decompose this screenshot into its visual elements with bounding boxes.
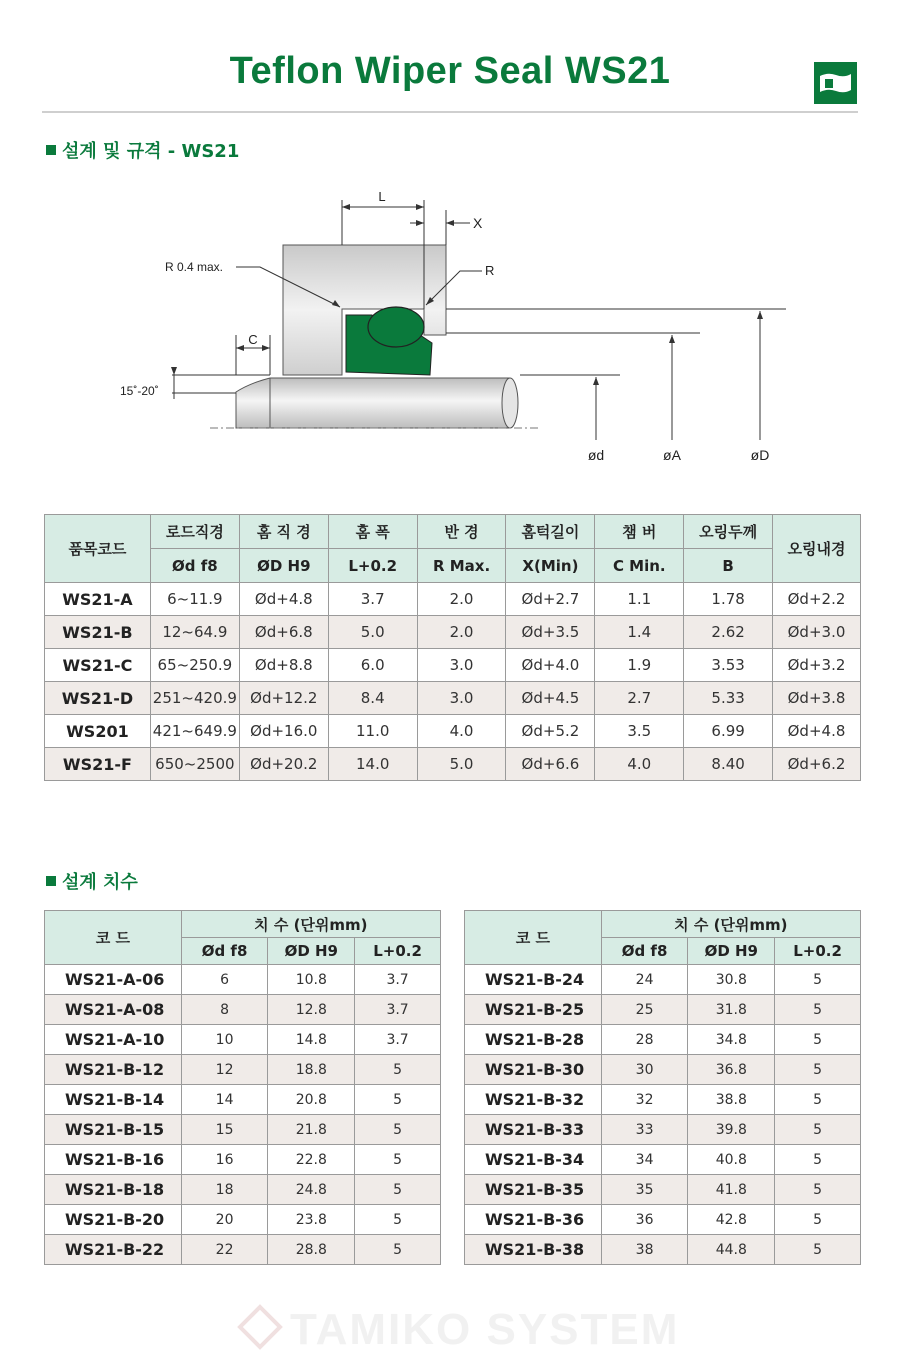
dim-left-value-cell: 3.7	[355, 1025, 441, 1055]
dim-left-row	[45, 995, 441, 1025]
dim-right-code-cell: WS21-B-34	[465, 1145, 602, 1175]
spec-sub-header: C Min.	[595, 549, 684, 583]
o-ring-shape	[368, 307, 424, 347]
spec-table	[44, 514, 861, 781]
dim-left-value-cell: 22.8	[268, 1145, 355, 1175]
dim-right-value-cell: 39.8	[688, 1115, 775, 1145]
spec-table-value-cell: 12~64.9	[150, 616, 239, 649]
spec-table-value-cell: 2.0	[417, 583, 506, 616]
dim-sub-header: ØD H9	[688, 938, 775, 965]
dim-right-value-cell: 5	[775, 1115, 861, 1145]
dim-right-code-cell: WS21-B-32	[465, 1085, 602, 1115]
spec-section-title: 설계 및 규격 - WS21	[46, 137, 239, 163]
spec-table-code-cell: WS21-B	[45, 616, 151, 649]
dim-label-X: X	[473, 215, 483, 231]
spec-table-value-cell: 4.0	[417, 715, 506, 748]
spec-table-value-cell: 65~250.9	[150, 649, 239, 682]
spec-table-value-cell: 14.0	[328, 748, 417, 781]
spec-sub-header: R Max.	[417, 549, 506, 583]
dim-right-value-cell: 36	[601, 1205, 688, 1235]
dim-right-row	[465, 1085, 861, 1115]
spec-table-code-cell: WS21-C	[45, 649, 151, 682]
dim-left-value-cell: 21.8	[268, 1115, 355, 1145]
dim-left-value-cell: 20.8	[268, 1085, 355, 1115]
dim-sub-header: L+0.2	[775, 938, 861, 965]
dim-left-row	[45, 1235, 441, 1265]
dim-right-value-cell: 25	[601, 995, 688, 1025]
spec-header-chamfer: 챔 버	[595, 515, 684, 549]
spec-table-value-cell: 1.4	[595, 616, 684, 649]
dim-left-value-cell: 15	[181, 1115, 268, 1145]
spec-table-value-cell: Ød+20.2	[239, 748, 328, 781]
spec-table-value-cell: Ød+4.0	[506, 649, 595, 682]
dim-left-value-cell: 3.7	[355, 965, 441, 995]
dim-sub-header: L+0.2	[355, 938, 441, 965]
spec-table-value-cell: 6.99	[684, 715, 773, 748]
spec-table-row	[45, 616, 861, 649]
dim-right-value-cell: 5	[775, 1025, 861, 1055]
dim-left-value-cell: 16	[181, 1145, 268, 1175]
dim-right-value-cell: 5	[775, 1055, 861, 1085]
dim-right-value-cell: 30	[601, 1055, 688, 1085]
dim-header-code: 코 드	[465, 911, 602, 965]
dim-left-value-cell: 5	[355, 1175, 441, 1205]
dim-left-value-cell: 23.8	[268, 1205, 355, 1235]
spec-table-row	[45, 715, 861, 748]
dim-right-value-cell: 32	[601, 1085, 688, 1115]
spec-table-row	[45, 748, 861, 781]
dim-right-value-cell: 34.8	[688, 1025, 775, 1055]
dim-right-code-cell: WS21-B-35	[465, 1175, 602, 1205]
dim-right-value-cell: 35	[601, 1175, 688, 1205]
dim-right-row	[465, 1235, 861, 1265]
dim-right-value-cell: 36.8	[688, 1055, 775, 1085]
spec-table-value-cell: Ød+2.2	[773, 583, 861, 616]
dim-right-value-cell: 24	[601, 965, 688, 995]
dim-left-value-cell: 14	[181, 1085, 268, 1115]
dim-left-value-cell: 18	[181, 1175, 268, 1205]
spec-table-value-cell: 8.40	[684, 748, 773, 781]
dim-left-value-cell: 22	[181, 1235, 268, 1265]
dim-label-d: ød	[587, 447, 605, 463]
dim-right-row	[465, 1055, 861, 1085]
dim-header-group: 치 수 (단위mm)	[601, 911, 860, 938]
dim-left-row	[45, 1055, 441, 1085]
spec-table-code-cell: WS201	[45, 715, 151, 748]
spec-header-code: 품목코드	[45, 515, 151, 583]
dim-left-code-cell: WS21-A-10	[45, 1025, 182, 1055]
spec-table-value-cell: Ød+3.0	[773, 616, 861, 649]
spec-sub-header: L+0.2	[328, 549, 417, 583]
dim-label-C: C	[248, 332, 258, 347]
spec-table-value-cell: 3.7	[328, 583, 417, 616]
spec-table-value-cell: Ød+6.6	[506, 748, 595, 781]
spec-header-groove-dia: 홈 직 경	[239, 515, 328, 549]
spec-header-step: 홈턱길이	[506, 515, 595, 549]
dim-left-value-cell: 10.8	[268, 965, 355, 995]
spec-sub-header: ØD H9	[239, 549, 328, 583]
spec-table-value-cell: Ød+8.8	[239, 649, 328, 682]
spec-table-code-cell: WS21-A	[45, 583, 151, 616]
brand-logo-icon	[814, 62, 857, 104]
dim-right-row	[465, 1205, 861, 1235]
dim-right-value-cell: 44.8	[688, 1235, 775, 1265]
spec-table-value-cell: 11.0	[328, 715, 417, 748]
dim-left-value-cell: 12.8	[268, 995, 355, 1025]
dim-left-value-cell: 12	[181, 1055, 268, 1085]
dim-right-code-cell: WS21-B-38	[465, 1235, 602, 1265]
dim-left-row	[45, 1115, 441, 1145]
dim-left-value-cell: 3.7	[355, 995, 441, 1025]
dim-right-code-cell: WS21-B-28	[465, 1025, 602, 1055]
dim-left-row	[45, 965, 441, 995]
spec-table-value-cell: Ød+4.8	[773, 715, 861, 748]
bullet-square-icon	[46, 145, 56, 155]
spec-table-value-cell: Ød+4.8	[239, 583, 328, 616]
dim-right-value-cell: 42.8	[688, 1205, 775, 1235]
dim-left-code-cell: WS21-A-08	[45, 995, 182, 1025]
spec-table-code-cell: WS21-F	[45, 748, 151, 781]
dim-label-A: øA	[663, 447, 681, 463]
dim-left-value-cell: 5	[355, 1085, 441, 1115]
spec-header-oring-thk: 오링두께	[684, 515, 773, 549]
dim-left-value-cell: 5	[355, 1205, 441, 1235]
spec-table-value-cell: Ød+6.2	[773, 748, 861, 781]
dim-left-value-cell: 5	[355, 1145, 441, 1175]
dim-label-L: L	[378, 189, 386, 204]
spec-table-value-cell: 1.9	[595, 649, 684, 682]
dim-right-value-cell: 38	[601, 1235, 688, 1265]
dim-right-value-cell: 5	[775, 965, 861, 995]
dim-sub-header: ØD H9	[268, 938, 355, 965]
spec-table-value-cell: Ød+3.8	[773, 682, 861, 715]
dim-right-value-cell: 31.8	[688, 995, 775, 1025]
spec-table-value-cell: 650~2500	[150, 748, 239, 781]
dim-left-value-cell: 5	[355, 1235, 441, 1265]
dim-header-code: 코 드	[45, 911, 182, 965]
dim-right-row	[465, 1115, 861, 1145]
dim-label-D: øD	[750, 447, 770, 463]
dim-right-value-cell: 41.8	[688, 1175, 775, 1205]
spec-sub-header: Ød f8	[150, 549, 239, 583]
dim-right-value-cell: 5	[775, 1235, 861, 1265]
dim-right-value-cell: 30.8	[688, 965, 775, 995]
dim-right-value-cell: 5	[775, 1205, 861, 1235]
spec-table-value-cell: Ød+6.8	[239, 616, 328, 649]
spec-table-value-cell: 8.4	[328, 682, 417, 715]
spec-table-value-cell: 5.0	[328, 616, 417, 649]
spec-table-value-cell: 2.7	[595, 682, 684, 715]
dim-right-value-cell: 5	[775, 1085, 861, 1115]
spec-table-value-cell: Ød+2.7	[506, 583, 595, 616]
dim-left-row	[45, 1175, 441, 1205]
spec-table-value-cell: 1.1	[595, 583, 684, 616]
watermark-text: TAMIKO SYSTEM	[290, 1305, 680, 1354]
spec-table-row	[45, 649, 861, 682]
spec-table-value-cell: 5.0	[417, 748, 506, 781]
rod-shape	[236, 378, 515, 428]
dim-left-code-cell: WS21-B-16	[45, 1145, 182, 1175]
bullet-square-icon	[46, 876, 56, 886]
dim-label-R04: R 0.4 max.	[165, 260, 224, 274]
dim-right-value-cell: 33	[601, 1115, 688, 1145]
dim-right-code-cell: WS21-B-25	[465, 995, 602, 1025]
dim-left-row	[45, 1025, 441, 1055]
spec-table-value-cell: Ød+12.2	[239, 682, 328, 715]
seal-cross-section-diagram	[110, 175, 810, 475]
spec-table-value-cell: Ød+16.0	[239, 715, 328, 748]
spec-table-code-cell: WS21-D	[45, 682, 151, 715]
dim-sub-header: Ød f8	[601, 938, 688, 965]
spec-header-groove-width: 홈 폭	[328, 515, 417, 549]
watermark-logo-icon	[236, 1303, 284, 1351]
spec-table-value-cell: 3.5	[595, 715, 684, 748]
dim-right-code-cell: WS21-B-30	[465, 1055, 602, 1085]
dim-right-code-cell: WS21-B-36	[465, 1205, 602, 1235]
dim-left-value-cell: 28.8	[268, 1235, 355, 1265]
spec-header-radius: 반 경	[417, 515, 506, 549]
dim-right-value-cell: 28	[601, 1025, 688, 1055]
dim-left-row	[45, 1145, 441, 1175]
dim-label-R: R	[485, 263, 495, 278]
dim-left-code-cell: WS21-B-15	[45, 1115, 182, 1145]
spec-header-oring-id: 오링내경	[773, 515, 861, 583]
spec-table-value-cell: Ød+3.5	[506, 616, 595, 649]
spec-table-value-cell: 421~649.9	[150, 715, 239, 748]
spec-table-value-cell: 6.0	[328, 649, 417, 682]
dim-right-value-cell: 5	[775, 995, 861, 1025]
dim-right-row	[465, 1145, 861, 1175]
spec-table-value-cell: 5.33	[684, 682, 773, 715]
dim-right-row	[465, 1175, 861, 1205]
spec-table-value-cell: Ød+4.5	[506, 682, 595, 715]
dim-left-value-cell: 6	[181, 965, 268, 995]
dimension-table-left	[44, 910, 441, 1265]
dim-right-code-cell: WS21-B-33	[465, 1115, 602, 1145]
dim-left-row	[45, 1085, 441, 1115]
title-divider	[42, 111, 858, 113]
dim-left-value-cell: 8	[181, 995, 268, 1025]
dim-right-code-cell: WS21-B-24	[465, 965, 602, 995]
dim-left-code-cell: WS21-B-14	[45, 1085, 182, 1115]
spec-table-value-cell: 3.53	[684, 649, 773, 682]
dim-right-value-cell: 5	[775, 1145, 861, 1175]
spec-table-value-cell: Ød+5.2	[506, 715, 595, 748]
spec-table-row	[45, 583, 861, 616]
dim-right-value-cell: 5	[775, 1175, 861, 1205]
dims-section-title: 설계 치수	[46, 868, 138, 894]
dim-left-value-cell: 20	[181, 1205, 268, 1235]
dim-left-code-cell: WS21-B-18	[45, 1175, 182, 1205]
spec-table-value-cell: 3.0	[417, 649, 506, 682]
spec-table-row	[45, 682, 861, 715]
spec-table-value-cell: 2.0	[417, 616, 506, 649]
dimension-table-right	[464, 910, 861, 1265]
dim-right-row	[465, 995, 861, 1025]
dim-right-value-cell: 38.8	[688, 1085, 775, 1115]
spec-table-value-cell: 251~420.9	[150, 682, 239, 715]
spec-header-rod: 로드직경	[150, 515, 239, 549]
dim-right-value-cell: 40.8	[688, 1145, 775, 1175]
dim-left-value-cell: 18.8	[268, 1055, 355, 1085]
spec-table-value-cell: 6~11.9	[150, 583, 239, 616]
dim-sub-header: Ød f8	[181, 938, 268, 965]
dim-left-value-cell: 24.8	[268, 1175, 355, 1205]
dim-left-value-cell: 10	[181, 1025, 268, 1055]
spec-table-value-cell: 1.78	[684, 583, 773, 616]
dim-right-row	[465, 965, 861, 995]
dim-left-code-cell: WS21-B-22	[45, 1235, 182, 1265]
dim-left-value-cell: 5	[355, 1115, 441, 1145]
dim-left-value-cell: 5	[355, 1055, 441, 1085]
dim-header-group: 치 수 (단위mm)	[181, 911, 440, 938]
spec-table-value-cell: 4.0	[595, 748, 684, 781]
spec-sub-header: B	[684, 549, 773, 583]
spec-table-value-cell: 3.0	[417, 682, 506, 715]
spec-table-value-cell: Ød+3.2	[773, 649, 861, 682]
dim-right-row	[465, 1025, 861, 1055]
dim-left-value-cell: 14.8	[268, 1025, 355, 1055]
dim-label-angle: 15˚-20˚	[120, 384, 159, 398]
dim-left-code-cell: WS21-A-06	[45, 965, 182, 995]
page-title: Teflon Wiper Seal WS21	[229, 50, 671, 92]
dim-left-code-cell: WS21-B-12	[45, 1055, 182, 1085]
dim-left-row	[45, 1205, 441, 1235]
spec-sub-header: X(Min)	[506, 549, 595, 583]
dim-left-code-cell: WS21-B-20	[45, 1205, 182, 1235]
dim-right-value-cell: 34	[601, 1145, 688, 1175]
spec-table-value-cell: 2.62	[684, 616, 773, 649]
